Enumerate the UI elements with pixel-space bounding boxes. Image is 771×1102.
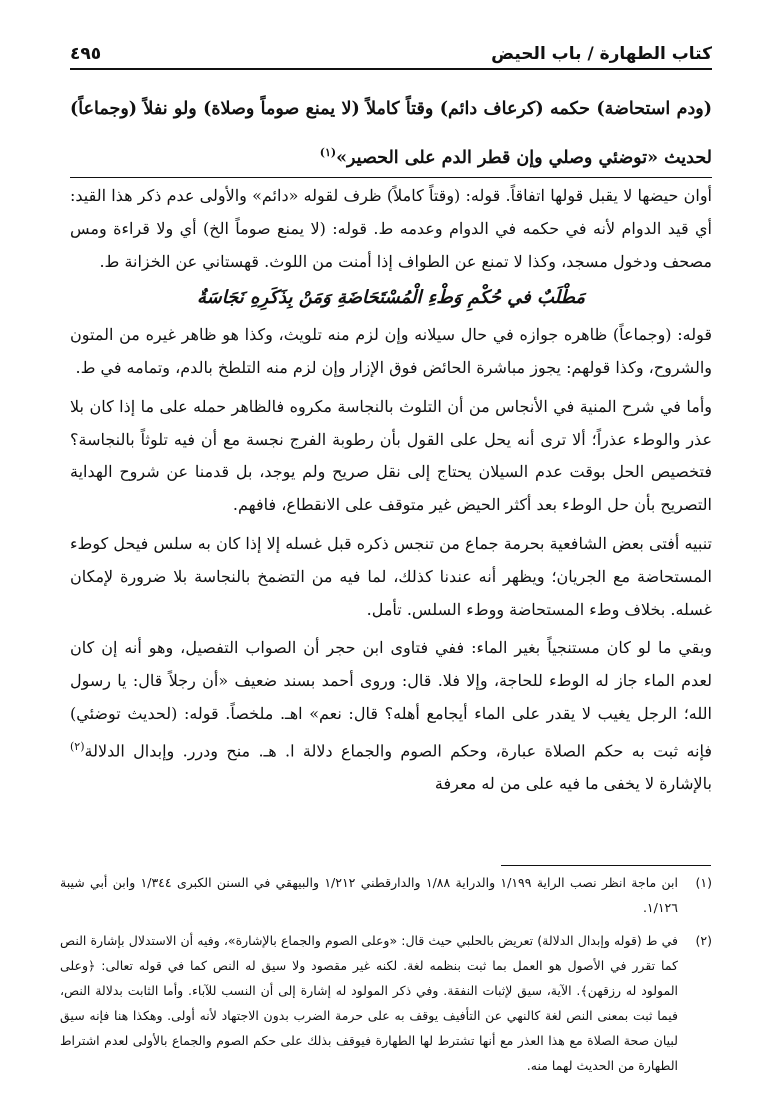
footnote-1 — [60, 870, 712, 920]
paragraph-5-continuation: بالإشارة لا يخفى ما فيه على من له معرفة — [434, 773, 712, 793]
footnote-marker-1: (١) — [319, 146, 337, 159]
page-number: ٤٩٥ — [70, 44, 102, 64]
footnote-2 — [60, 928, 712, 1078]
matn-divider — [70, 177, 712, 178]
footnote-marker-2: (٢) — [70, 739, 85, 753]
footnote-number: (١) — [695, 875, 712, 890]
commentary-paragraph-2: قوله: (وجماعاً) ظاهره جوازه في حال سيلانه وإن لزم منه تلويث، وكذا هو ظاهر غيره من المتون والشروح، وكذا قولهم: يجوز مباشرة الحائض فوق الإزار وإن لزم منه التلطخ بالدم، وتمامه في ط. — [70, 325, 712, 377]
footnote-text: ابن ماجة انظر نصب الراية ١/١٩٩ والدراية ١/٨٨ والدارقطني ١/٢١٢ والبيهقي في السنن الكبرى ١/٣٤٤ وابن أبي شيبة ١/١٢٦. — [60, 875, 679, 915]
running-title: كتاب الطهارة / باب الحيض — [491, 44, 712, 64]
footnote-divider — [501, 865, 711, 866]
footnote-number: (٢) — [695, 933, 712, 948]
matn-body: (ودم استحاضة) حكمه (كرعاف دائم) وقتاً كاملاً (لا يمنع صوماً وصلاة) ولو نفلاً (وجماعاً) لحديث «توضئي وصلي وإن قطر الدم على الحصير» — [70, 99, 712, 168]
commentary-paragraph-5 — [70, 632, 712, 800]
commentary — [70, 180, 712, 801]
footnotes — [60, 870, 712, 1086]
commentary-paragraph-4: تنبيه أفتى بعض الشافعية بحرمة جماع من تنجس ذكره قبل غسله إلا إذا كان به سلس فيحل كوطء المستحاضة مع الجريان؛ ويظهر أنه عندنا كذلك، لما فيه من التضمخ بالنجاسة بلا ضرورة لإمكان غسله. بخلاف وطء المستحاضة ووطء السلس. تأمل. — [70, 533, 712, 619]
matn-text — [70, 88, 712, 180]
footnote-text: في ط (قوله وإبدال الدلالة) تعريض بالحلبي حيث قال: «وعلى الصوم والجماع بالإشارة»، وفيه أن الاستدلال بإشارة النص كما تقرر في الأصول هو العمل بما ثبت بنظمه لغة. لكنه غير مقصود ولا سيق له النص كما في قوله تعالى: ﴿وعلى المولود له رزقهن﴾. الآية، سيق لإثبات النفقة. وفي ذكر المولود له إشارة إلى أن النسب للآباء. وأما الثابت بدلالة النص، فيما ثبت بمعنى النص لغة كالنهي عن التأفيف يوقف به على حرمة الضرب بدون الاجتهاد لأنه أولى. وهكذا هنا فإنه سيق لبيان صحة الصلاة مع هذا العذر مع أنها تشترط لها الطهارة فيوقف بذلك على حكم الصوم والجماع بالأولى لعدم اشتراط الطهارة من الحديث لهما منه. — [60, 933, 678, 1073]
paragraph-5-text: وبقي ما لو كان مستنجياً بغير الماء: ففي فتاوى ابن حجر أن الصواب التفصيل، وهو أنه إن كان لعدم الماء جاز له الوطء للحاجة، وإلا فلا. قال: وروى أحمد بسند ضعيف «أن رجلاً قال: يا رسول الله؛ الرجل يغيب لا يقدر على الماء أيجامع أهله؟ قال: نعم» اهـ. ملخصاً. قوله: (لحديث توضئي) فإنه ثبت به حكم الصلاة عبارة، وحكم الصوم والجماع دلالة ا. هـ. منح ودرر. وإبدال الدلالة — [70, 638, 713, 761]
page-header — [70, 40, 712, 70]
section-heading: مَطْلَبٌ في حُكْمِ وَطْءِ الْمُسْتَحَاضَةِ وَمَنْ بِذَكَرِهِ نَجَاسَةٌ — [196, 287, 586, 309]
commentary-paragraph-1: أوان حيضها لا يقبل قولها اتفاقاً. قوله: (وقتاً كاملاً) ظرف لقوله «دائم» والأولى عدم ذكر هذا القيد: أي قيد الدوام لأنه في حكمه في الدوام وعدمه ط. قوله: (لا يمنع صوماً الخ) أي ولا قراءة ومس مصحف ودخول مسجد، وكذا لا تمنع عن الطواف إذا أمنت من اللوث. قهستاني عن الخزانة ط. — [70, 186, 712, 271]
commentary-paragraph-3: وأما في شرح المنية في الأنجاس من أن التلوث بالنجاسة مكروه فالظاهر حمله على ما إذا كان بلا عذر والوطء عذراً؛ ألا ترى أنه يحل على القول بأن رطوبة الفرج نجسة مع أن فيه تلوثاً بالنجاسة؟ فتخصيص الحل بوقت عدم السيلان يحتاج إلى نقل صريح ولم يوجد، بل قدمنا عن شروح الهداية التصريح بأن حل الوطء بعد أكثر الحيض غير متوقف على الانقطاع، فافهم. — [70, 396, 712, 515]
